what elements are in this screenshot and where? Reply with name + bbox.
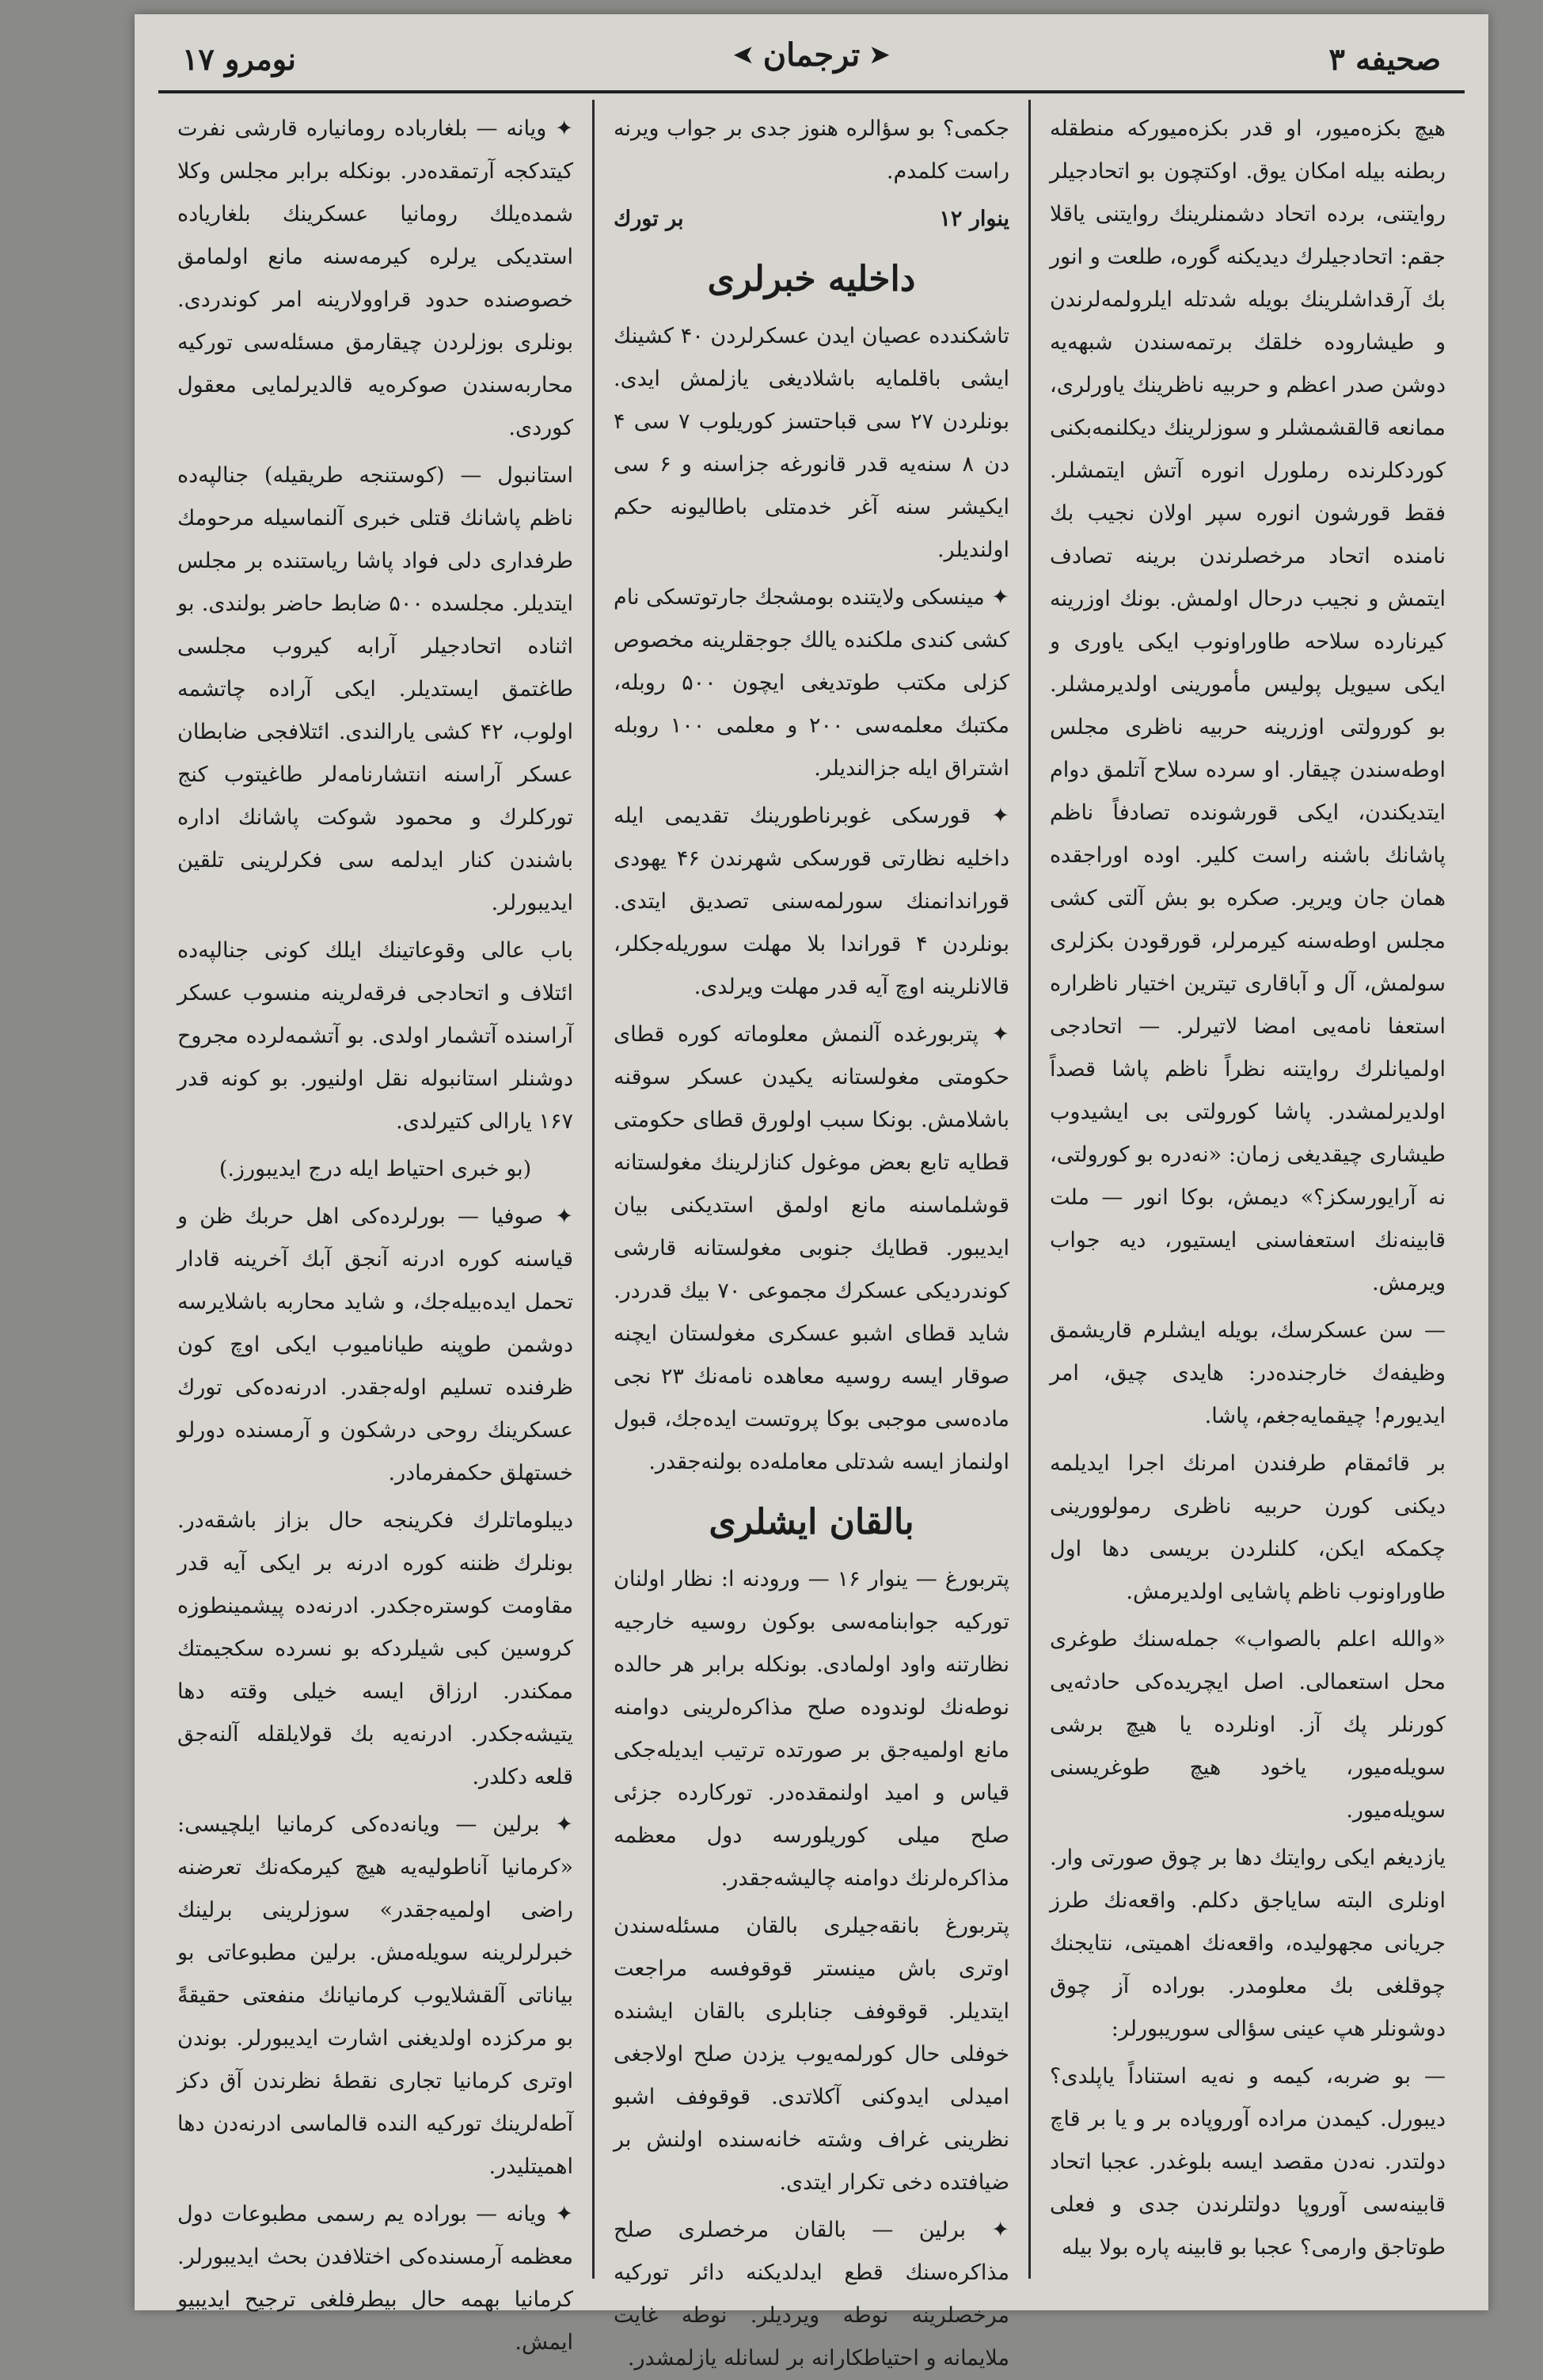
- paragraph: ✦ برلین — ویانه‌ده‌کی کرمانیا ایلچیسی: «کرمانیا آناطولیه‌یه هیچ کیرمکه‌نك تعرضنه راضی اولمیه‌جقدر» سوزلرینی برلینك خبرلرلرینه سویله‌مش. برلین مطبوعاتی بو بیاناتی آلقشلایوب کرمانیانك منفعتی حقیقةً بو مرکزده اولدیغنی اشارت ایدیبورلر. بوندن اوتری کرمانیا تجاری نقطهٔ نظرندن آق دکز آطه‌لرینك تورکیه النده قالماسی ادرنه‌دن دها اهمیتلیدر.: [177, 1812, 573, 2179]
- masthead: [166, 36, 1457, 92]
- paragraph: ✦ صوفیا — بورلرده‌کی اهل حربك ظن و قیاسنه کوره ادرنه آنجق آبك آخرینه قادار تحمل ایده‌بیله‌جك، و شاید محاربه باشلایرسه دوشمن طوپنه طیانامیوب ایکی اوچ کون ظرفنده تسلیم اوله‌جقدر. ادرنه‌ده‌کی تورك عسکرینك روحی درشکون و آرمسنده دورلو خستهلق حکمفرمادر.: [177, 1204, 573, 1485]
- paragraph: دیبلوماتلرك فکرینجه حال بزاز باشقه‌در. بونلرك ظننه کوره ادرنه بر ایکی آیه قدر مقاومت کوستره‌جکدر. ادرنه‌ده پیشمینطوزه کروسین کبی شیلردکه بو نسرده سکجیمتك ممکندر. ارزاق ایسه خیلی وقته دها یتیشه‌جکدر. ادرنه‌یه بك قولایلقله آلنه‌جق قلعه دکلدر.: [177, 1508, 573, 1789]
- newspaper-title: ترجمان: [762, 36, 861, 74]
- paragraph: ✦ برلین — بالقان مرخصلری صلح مذاکره‌سنك قطع ایدلدیکنه دائر تورکیه مرخصلرینه نوطه ویردیلر. نوطه غایت ملایمانه و احتیاطکارانه بر لسانله یازلمشدر.: [614, 2218, 1009, 2370]
- paragraph: استانبول — (کوستنجه طریقیله) جنالپه‌ده ناظم پاشانك قتلی خبری آلنماسیله مرحومك طرفداری دلی فواد پاشا ریاستنده بر مجلس ایتدیلر. مجلسده ۵۰۰ ضابط حاضر بولندی. بو اثناده اتحادجیلر آرابه کیروب مجلسی طاغتمق ایستدیلر. ایکی آراده چاتشمه اولوب، ۴۲ کشی یارالندی. ائتلافجی ضابطان عسکر آراسنه انتشارنامه‌لر طاغیتوب کنج تورکلرك و محمود شوکت پاشانك اداره باشندن کنار ایدلمه سی فکرلرینی تلقین ایدیبورلر.: [177, 463, 573, 915]
- columns: [158, 100, 1465, 2370]
- section-heading-balkan-affairs: بالقان ایشلری: [709, 1502, 914, 1542]
- section-heading-domestic-news: داخلیه خبرلری: [707, 259, 916, 299]
- paragraph: بر قائمقام طرفندن امرنك اجرا ایدیلمه دیکنی کورن حربیه ناظری رمولوورینی چکمکه ایکن، کلنلردن بریسی دها اول طاوراونوب ناظم پاشایی اولدیرمش.: [1050, 1451, 1446, 1604]
- issue-number-label: نومرو ۱۷: [182, 41, 296, 77]
- paragraph: — سن عسکرسك، بویله ایشلرم قاریشمق وظیفه‌ك خارجنده‌در: هایدی چیق، امر ایدیورم! چیقمایه‌جغم، پاشا.: [1050, 1318, 1446, 1428]
- paragraph: تاشکندده عصیان ایدن عسکرلردن ۴۰ کشینك ایشی باقلمایه باشلادیغی یازلمش ایدی. بونلردن ۲۷ سی قباحتسز کوریلوب ۷ سی ۴ دن ۸ سنه‌یه قدر قانورغه جزاسنه و ۶ سی ایکیشر سنه آغر خدمتلی باطالیونه حکم اولندیلر.: [614, 324, 1010, 562]
- ornamental-arrow-icon: ➤: [733, 41, 754, 69]
- lead-paragraph: جکمی؟ بو سؤالره هنوز جدی بر جواب ویرنه راست کلمدم.: [614, 116, 1009, 184]
- ornamental-arrow-icon: ➤: [869, 41, 890, 69]
- page-number-label: صحیفه ۳: [1328, 41, 1441, 77]
- paragraph: — بو ضربه، کیمه و نه‌یه استناداً یاپلدی؟ دیبورل. کیمدن مراده آوروپاده بر و یا بر قاچ دولتدر. نه‌دن مقصد ایسه بلوغدر. عجبا اتحاد قابینه‌سی آوروپا دولتلرندن جدی و فعلی طوتاجق وارمی؟ عجبا بو قابینه پاره بولا بیله: [1050, 2064, 1446, 2260]
- dateline-author: بر تورك: [614, 207, 684, 231]
- column-right: [1031, 100, 1465, 2279]
- paragraph: باب عالی وقوعاتینك ایلك کونی جنالپه‌ده ائتلاف و اتحادجی فرقه‌لرینه منسوب عسکر آراسنده آتشمار اولدی. بو آتشمه‌لرده مجروح دوشنلر استانبوله نقل اولنیور. بو کونه قدر ۱۶۷ یارالی کتیرلدی.: [177, 938, 573, 1134]
- paragraph: «والله اعلم بالصواب» جمله‌سنك طوغری محل استعمالی. اصل ایچریده‌کی حادثه‌یی کورنلر پك آز. اونلرده یا هیچ برشی سویله‌میور، یاخود هیچ طوغریسنی سویله‌میور.: [1050, 1627, 1446, 1823]
- paragraph: هیچ بکزه‌میور، او قدر بکزه‌میورکه منطقله ربطنه بیله امکان یوق. اوکتچون بو اتحادجیلر روایتنی، برده اتحاد دشمنلرینك روایتنی یاقلا جقم: اتحادجیلرك دیدیکنه گوره، طلعت و انور بك آرقداشلرینك بویله شدتله ایلرولمه‌لرندن و طیشاروده خلقك برتمه‌سندن شبهه‌یه دوشن صدر اعظم و حربیه ناظرینك یاورلری، ممانعه قالقشمشلر و سوزلرینك دیکلنمه‌بکنی کوردکلرنده رملورل انوره آتش ایتمشلر. فقط قورشون انوره سپر اولان نجیب بك نامنده اتحاد مرخصلرندن برینه تصادف ایتمش و نجیب درحال اولمش. بونك اوزرینه کیرنارده سلاحه طاوراونوب ایکی یاوری و ایکی سیویل پولیس مأمورینی اولدیرمشلر. بو کورولتی اوزرینه حربیه ناظری مجلس اوطه‌سندن چیقار. او سرده سلاح آتلمق دوام ایتدیکندن، ایکی قورشونده تصادفاً ناظم پاشانك باشنه راست کلیر. اوده اوراجقده همان جان ویریر. صکره بو بش آلتی کشی مجلس اوطه‌سنه کیرمرلر، قورقودن بکزلری سولمش، آل و آباقاری تیترین اختیار ناظراره استعفا نامه‌یی امضا لاتیرلر. — اتحادجی اولمیانلرك روایتنه نظراً ناظم پاشا قصداً اولدیرلمشدر. پاشا کورولتی بی ایشیدوب طیشاری چیقدیغی زمان: «نه‌دره بو کورولتی، نه آرایورسکز؟» دیمش، بوکا انور — ملت قابینه‌نك استعفاسنی ایستیور، دیه جواب ویرمش.: [1050, 116, 1446, 1295]
- dateline: [614, 198, 1009, 241]
- masthead-title: [734, 36, 890, 74]
- dateline-date: ینوار ۱۲: [939, 207, 1009, 231]
- column-left: [158, 100, 595, 2355]
- paragraph: ✦ قورسکی غوبرناطورینك تقدیمی ایله داخلیه نظارتی قورسکی شهرندن ۴۶ یهودی قوراندانمنك سورلمه‌سنی تصدیق ایتدی. بونلردن ۴ قوراندا بلا مهلت سوریله‌جکلر، قالانلرینه اوچ آیه قدر مهلت ویرلدی.: [614, 804, 1010, 999]
- editor-note: (بو خبری احتیاط ایله درج ایدیبورز.): [219, 1157, 532, 1181]
- paragraph: ✦ مینسکی ولایتنده بومشجك جارتوتسکی نام کشی کندی ملکنده یالك جوجقلرینه مخصوص کزلی مکتب طوتدیغی ایچون ۵۰۰ روبله، مکتبك معلمه‌سی ۲۰۰ و معلمی ۱۰۰ روبله اشتراق ایله جزالندیلر.: [614, 585, 1009, 781]
- column-middle: [595, 100, 1031, 2370]
- newspaper-page: [135, 14, 1488, 2370]
- paragraph: پتربورغ — ینوار ۱۶ — ورودنه ا: نظار اولنان تورکیه جوابنامه‌سی بوکون روسیه خارجیه نظارتنه واود اولمادی. بونکله برابر هر حالده نوطه‌نك لوندوده صلح مذاکره‌لرینی دوامنه مانع اولمیه‌جق بر صورتده ترتیب ایدیله‌جکی قیاس و امید اولنمقده‌در. تورکارده جزئی صلح میلی کوریلورسه دول معظمه مذاکره‌لرنك دوامنه چالیشه‌جقدر.: [614, 1567, 1009, 1891]
- paragraph: ✦ پتربورغده آلنمش معلوماته کوره قطای حکومتی مغولستانه یکیدن عسکر سوقنه باشلامش. بونکا سبب اولورق قطای حکومتی قطایه تابع بعض موغول کنازلرینك مغولستانه قوشلماسنه مانع اولمق استدیکنی بیان ایدیبور. قطایك جنوبی مغولستانه قارشی کوندردیکی عسکرك مجموعی ۷۰ بیك قدردر. شاید قطای اشبو عسکری مغولستان ایچنه صوقار ایسه روسیه معاهده نامه‌نك ۲۳ نجی ماده‌سی موجبی بوکا پروتست ایده‌جك، قبول اولنماز ایسه شدتلی معامله‌ده بولنه‌جقدر.: [614, 1022, 1009, 1474]
- paragraph: ✦ ویانه — بوراده یم رسمی مطبوعات دول معظمه آرمسنده‌کی اختلافدن بحث ایدیبورلر. کرمانیا بهمه حال بیطرفلغی ترجیح ایدیبیو ایمش.: [177, 2202, 573, 2355]
- paragraph: یازدیغم ایکی روایتك دها بر چوق صورتی وار. اونلری البته ساياجق دکلم. واقعه‌نك طرز جریانی مجهولیده، واقعه‌نك اهمیتی، نتایجنك چوقلغی بك معلومدر. بوراده آز چوق دوشونلر هپ عینی سؤالی سوریبورلر:: [1050, 1846, 1446, 2041]
- paragraph: ✦ ویانه — بلغارباده رومانیاره قارشی نفرت کیتدکجه آرتمقده‌در. بونکله برابر مجلس وکلا شمده‌یلك رومانیا عسکرینك بلغاریاده استدیکی یرلره کیرمه‌سنه مانع اولمامق خصوصنده حدود قراوولارینه امر کوندردی. بونلری بوزلردن چیقارمق مسئله‌سی تورکیه محاربه‌سندن صوکره‌یه قالدیرلمایی معقول کوردی.: [177, 116, 573, 440]
- paragraph: پتربورغ بانقه‌جیلری بالقان مسئله‌سندن اوتری باش مینستر قوقوفسه مراجعت ایتدیلر. قوقوفف جنابلری بالقان ایشنده خوفلی حال کورلمه‌یوب یزدن صلح اولاجغی امیدلی ایدوکنی آکلاتدی. قوقوفف اشبو نظرینی غراف وشته خانه‌سنده اولنش بر ضیافتده دخی تکرار ایتدی.: [614, 1914, 1009, 2195]
- masthead-rule: [158, 90, 1465, 93]
